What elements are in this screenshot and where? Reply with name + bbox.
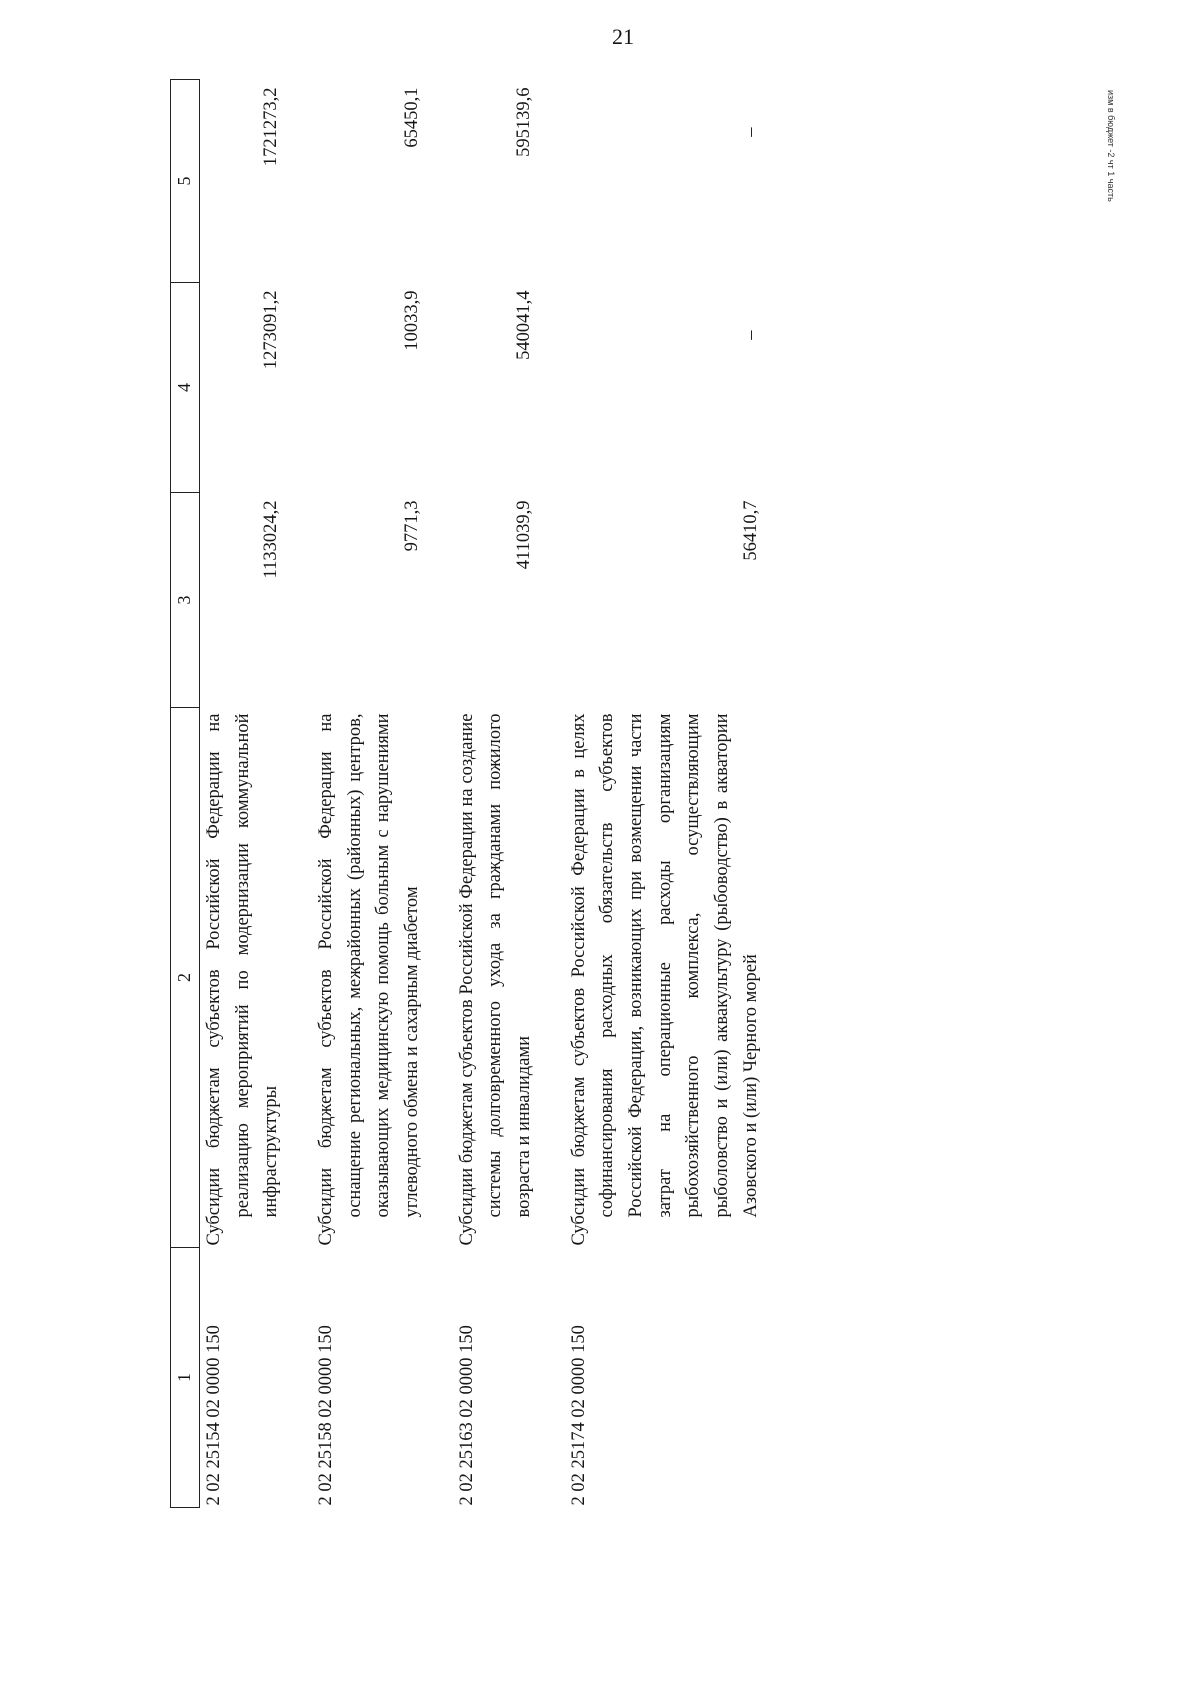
budget-code: 2 02 25158 02 0000 150 — [315, 1325, 336, 1506]
budget-code: 2 02 25163 02 0000 150 — [456, 1325, 477, 1506]
value-col-5: 65450,1 — [401, 87, 422, 148]
description-text: Субсидии бюджетам субъектов Российской Федерации на создание системы долговременного ухода за гражданами пожилого возраста и инвалидами — [456, 713, 534, 1246]
row-description — [199, 708, 312, 1248]
table-row — [453, 80, 565, 1508]
row-description — [453, 708, 565, 1248]
row-description — [565, 708, 792, 1248]
description-text: Субсидии бюджетам субъектов Российской Федерации в целях софинансирования расходных обязательств субъектов Российской Федерации, возникающих при возмещении части затрат на операционные расходы организациям рыбохозяйственного комплекса, осуществляющим рыболовство и (или) аквакультуру (рыбоводство) в акватории Азовского и (или) Черного морей — [568, 713, 761, 1246]
value-col-5: – — [740, 127, 761, 137]
table-row — [565, 80, 792, 1508]
header-col-3: 3 — [171, 493, 200, 708]
header-row — [171, 80, 200, 1508]
value-col-5: 1721273,2 — [261, 87, 282, 167]
value-col-4: 10033,9 — [401, 290, 422, 351]
row-description — [312, 708, 453, 1248]
value-col-3: 1133024,2 — [261, 500, 282, 579]
budget-table — [170, 79, 791, 1508]
budget-table-rotated — [170, 80, 890, 1508]
value-col-3: 9771,3 — [401, 500, 422, 552]
table-body — [199, 80, 791, 1508]
budget-code: 2 02 25154 02 0000 150 — [203, 1325, 224, 1506]
budget-code: 2 02 25174 02 0000 150 — [568, 1325, 589, 1506]
table-row — [199, 80, 312, 1508]
footer-note: изм в бюджет -2 чт 1 часть — [1106, 90, 1116, 202]
value-col-4: 540041,4 — [513, 290, 534, 360]
value-col-5: 595139,6 — [513, 87, 534, 157]
table-header — [171, 80, 200, 1508]
header-col-4: 4 — [171, 283, 200, 493]
value-col-3: 411039,9 — [513, 500, 534, 570]
header-col-1: 1 — [171, 1248, 200, 1508]
table-row — [312, 80, 453, 1508]
description-text: Субсидии бюджетам субъектов Российской Федерации на оснащение региональных, межрайонных (районных) центров, оказывающих медицинскую помощь больным с нарушениями углеводного обмена и сахарным диабетом — [315, 713, 422, 1246]
value-col-4: – — [740, 330, 761, 340]
page-number: 21 — [612, 24, 634, 49]
description-text: Субсидии бюджетам субъектов Российской Федерации на реализацию мероприятий по модернизации коммунальной инфраструктуры — [203, 713, 282, 1246]
value-col-3: 56410,7 — [740, 500, 761, 561]
value-col-4: 1273091,2 — [261, 290, 282, 370]
header-col-2: 2 — [171, 708, 200, 1248]
header-col-5: 5 — [171, 80, 200, 283]
